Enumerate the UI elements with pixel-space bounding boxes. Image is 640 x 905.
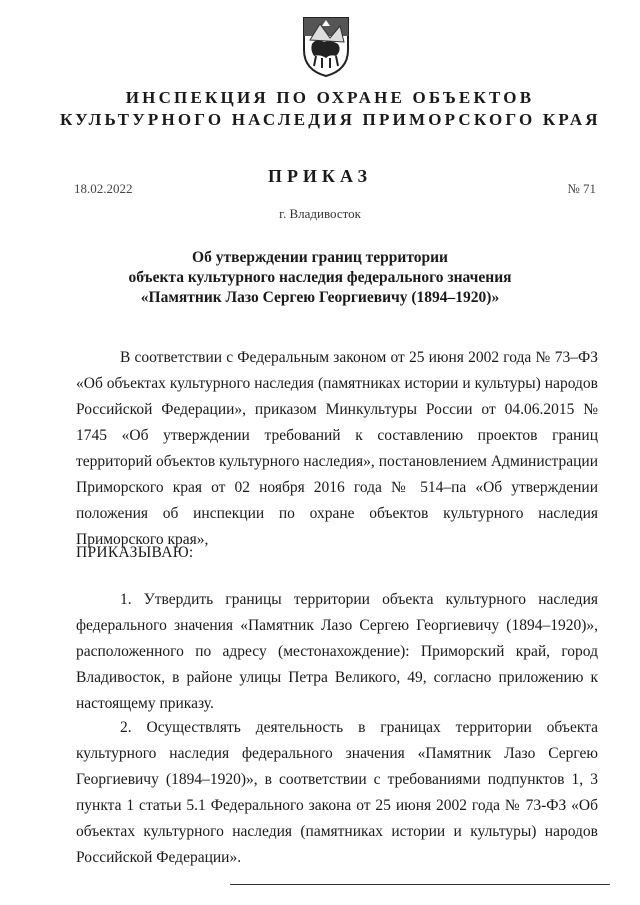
document-city: г. Владивосток (279, 206, 361, 221)
document-date: 18.02.2022 (74, 181, 133, 196)
subject-line: «Памятник Лазо Сергею Георгиевичу (1894–1920)» (140, 289, 500, 306)
coat-of-arms-icon (300, 14, 352, 78)
org-name-line-1: ИНСПЕКЦИЯ ПО ОХРАНЕ ОБЪЕКТОВ (125, 88, 535, 107)
subject-line: объекта культурного наследия федерального значения (128, 269, 512, 286)
preamble-paragraph: В соответствии с Федеральным законом от 25 июня 2002 года № 73–ФЗ «Об объектах культурного наследия (памятниках истории и культуры) народов Российской Федерации», приказом Минкультуры России от 04.06.2015 № 1745 «Об утверждении требований к составлению проектов границ территорий объектов культурного наследия», постановлением Администрации Приморского края от 02 ноября 2016 года № 514–па «Об утверждении положения об инспекции по охране объектов культурного наследия Приморского края», (76, 349, 598, 548)
orders-heading: ПРИКАЗЫВАЮ: (76, 544, 194, 561)
org-name-line-2: КУЛЬТУРНОГО НАСЛЕДИЯ ПРИМОРСКОГО КРАЯ (60, 110, 601, 129)
document-subject (110, 248, 530, 308)
order-item-1: 1. Утвердить границы территории объекта культурного наследия федерального значения «Памятник Лазо Сергею Георгиевичу (1894–1920)», расположенного по адресу (местонахождение): Приморский край, город Владивосток, в районе улицы Петра Великого, 49, согласно приложению к настоящему приказу. (76, 591, 598, 712)
subject-line: Об утверждении границ территории (192, 249, 448, 266)
document-number: № 71 (567, 181, 596, 196)
footer-divider (230, 884, 610, 885)
document-type: ПРИКАЗ (267, 166, 373, 186)
order-item-2: 2. Осуществлять деятельность в границах территории объекта культурного наследия федерального значения «Памятник Лазо Сергею Георгиевичу (1894–1920)», в соответствии с требованиями подпунктов 1, 3 пункта 1 статьи 5.1 Федерального закона от 25 июня 2002 года № 73-ФЗ «Об объектах культурного наследия (памятниках истории и культуры) народов Российской Федерации». (76, 719, 598, 866)
